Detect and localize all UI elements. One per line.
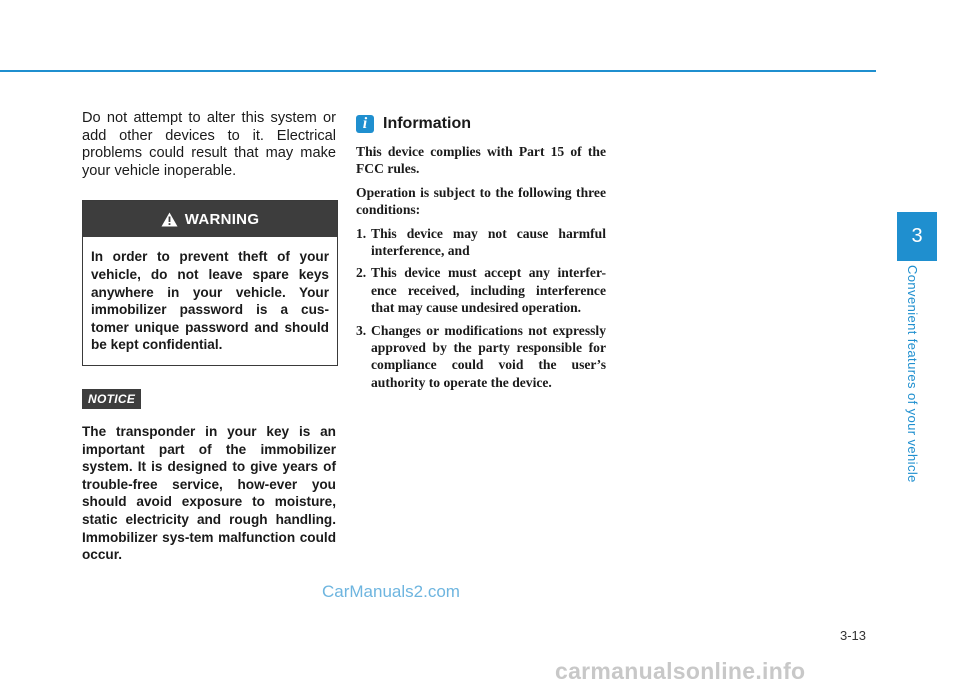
information-header	[356, 115, 606, 133]
notice-badge: NOTICE	[82, 389, 141, 409]
information-paragraph-2: Operation is subject to the following three conditions:	[356, 184, 606, 218]
warning-title: WARNING	[184, 210, 260, 228]
list-item: 2. This device must accept any interfer-ence received, including interference that may cause undesired operation.	[356, 265, 606, 316]
left-column	[82, 110, 336, 564]
header-rule	[0, 70, 876, 72]
chapter-title: Convenient features of your vehicle	[905, 265, 920, 483]
info-icon: i	[356, 115, 374, 133]
watermark-link[interactable]: CarManuals2.com	[322, 582, 460, 601]
warning-header	[83, 201, 337, 237]
warning-box	[82, 200, 338, 366]
conditions-list	[356, 225, 606, 392]
intro-paragraph: Do not attempt to alter this system or add other devices to it. Electrical problems could result that may make your vehicle inoperable.	[82, 110, 336, 179]
chapter-number-tab: 3	[897, 212, 937, 261]
warning-text: In order to prevent theft of your vehicle, do not leave spare keys anywhere in your vehicle. Your immobilizer password is a cus-tomer unique password and should be kept confidential.	[91, 249, 329, 353]
list-item: 1. This device may not cause harmful interference, and	[356, 225, 606, 259]
information-paragraph-1: This device complies with Part 15 of the FCC rules.	[356, 144, 606, 177]
page-number: 3-13	[840, 628, 867, 643]
notice-text: The transponder in your key is an important part of the immobilizer system. It is designed to give years of trouble-free service, how-ever you should avoid exposure to moisture, static electricity and rough handling. Immobilizer sys-tem malfunction could occur.	[82, 423, 336, 563]
watermark-footer: carmanualsonline.info	[555, 658, 806, 684]
list-item: 3. Changes or modifications not expressly approved by the party responsible for compliance could void the user’s authority to operate the device.	[356, 322, 606, 390]
information-title: Information	[383, 115, 471, 132]
information-section	[356, 115, 606, 396]
warning-triangle-icon	[161, 212, 178, 227]
